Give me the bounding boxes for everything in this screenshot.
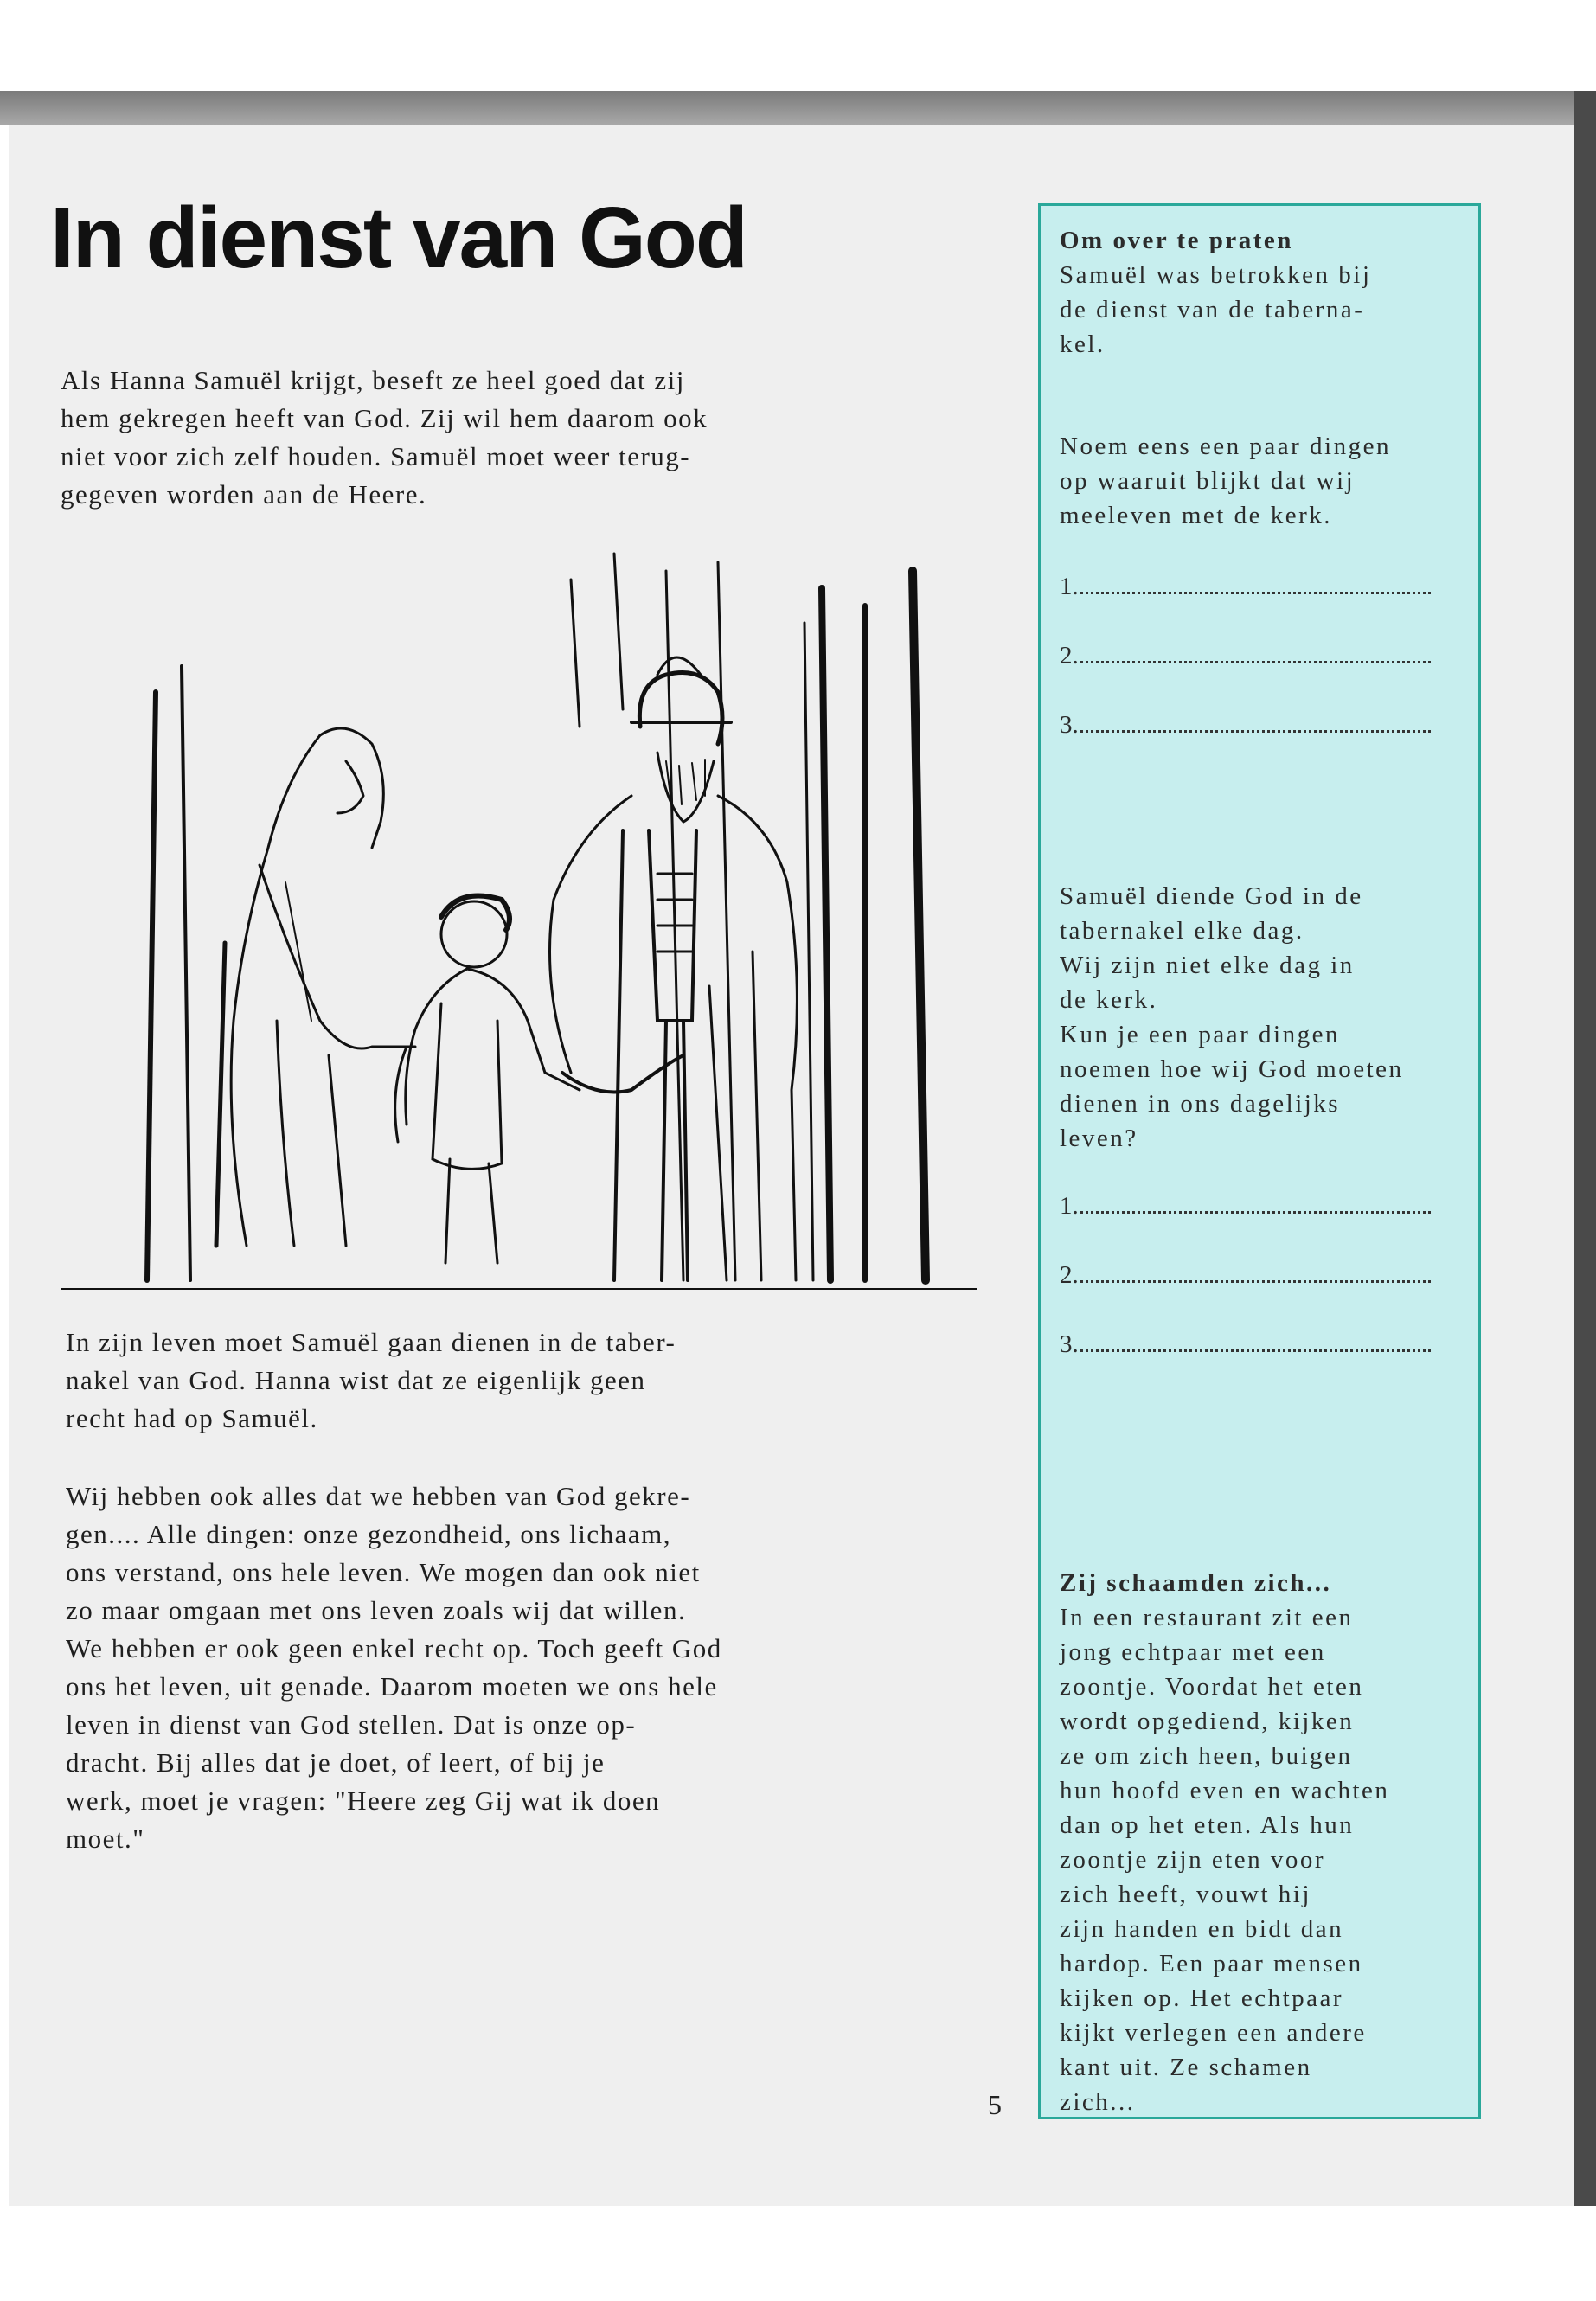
text-line: nakel van God. Hanna wist dat ze eigenlijk geen	[66, 1365, 646, 1395]
text-line: recht had op Samuël.	[66, 1403, 318, 1433]
scan-top-band	[0, 91, 1596, 125]
dotted-line	[1080, 640, 1431, 663]
text-line: ons verstand, ons hele leven. We mogen dan ook niet	[66, 1557, 701, 1587]
dotted-line	[1080, 571, 1431, 594]
text-line: zich heeft, vouwt hij	[1060, 1881, 1311, 1908]
text-line: tabernakel elke dag.	[1060, 917, 1304, 945]
text-line: gen.... Alle dingen: onze gezondheid, ons lichaam,	[66, 1519, 671, 1549]
text-line: Als Hanna Samuël krijgt, beseft ze heel goed dat zij	[61, 365, 685, 395]
text-line: dan op het eten. Als hun	[1060, 1811, 1355, 1839]
text-line: kel.	[1060, 330, 1106, 358]
text-line: hun hoofd even en wachten	[1060, 1777, 1390, 1804]
dotted-line	[1080, 1190, 1431, 1214]
list-number: 1.	[1060, 573, 1079, 600]
text-line: leven in dienst van God stellen. Dat is onze op-	[66, 1709, 637, 1740]
list-number: 3.	[1060, 711, 1079, 739]
text-line: gegeven worden aan de Heere.	[61, 479, 427, 510]
scan-right-edge	[1574, 91, 1596, 2206]
text-line: meeleven met de kerk.	[1060, 502, 1332, 529]
paragraph-three	[66, 1477, 722, 1858]
answer-line-1[interactable]	[1060, 571, 1431, 601]
dotted-line	[1080, 1259, 1431, 1283]
text-line: werk, moet je vragen: "Heere zeg Gij wat ik doen	[66, 1785, 661, 1816]
paragraph-two	[66, 1324, 676, 1438]
text-line: noemen hoe wij God moeten	[1060, 1055, 1404, 1083]
text-line: Noem eens een paar dingen	[1060, 433, 1391, 460]
sidebar-heading: Om over te praten	[1060, 227, 1293, 254]
sidebar-story	[1060, 1566, 1389, 2119]
answer-line-2[interactable]	[1060, 640, 1431, 670]
text-line: ons het leven, uit genade. Daarom moeten we ons hele	[66, 1671, 718, 1702]
text-line: Wij hebben ook alles dat we hebben van God gekre-	[66, 1481, 691, 1511]
text-line: hem gekregen heeft van God. Zij wil hem daarom ook	[61, 403, 708, 433]
text-line: moet."	[66, 1823, 145, 1854]
text-line: kijken op. Het echtpaar	[1060, 1984, 1344, 2012]
text-line: zich...	[1060, 2088, 1136, 2116]
text-line: de dienst van de taberna-	[1060, 296, 1365, 324]
sidebar-question-one	[1060, 429, 1391, 533]
discussion-sidebar	[1038, 203, 1481, 2119]
text-line: zoontje. Voordat het eten	[1060, 1673, 1364, 1701]
answer-line-4[interactable]	[1060, 1190, 1431, 1221]
answer-line-3[interactable]	[1060, 709, 1431, 740]
text-line: In zijn leven moet Samuël gaan dienen in de taber-	[66, 1327, 676, 1357]
text-line: niet voor zich zelf houden. Samuël moet weer terug-	[61, 441, 691, 471]
text-line: kant uit. Ze schamen	[1060, 2054, 1312, 2081]
text-line: hardop. Een paar mensen	[1060, 1950, 1363, 1977]
text-line: de kerk.	[1060, 986, 1158, 1014]
text-line: dracht. Bij alles dat je doet, of leert, of bij je	[66, 1747, 606, 1778]
sidebar-question-two	[1060, 879, 1404, 1156]
page-title: In dienst van God	[50, 189, 747, 286]
text-line: We hebben er ook geen enkel recht op. Toch geeft God	[66, 1633, 722, 1663]
dotted-line	[1080, 709, 1431, 733]
sidebar-heading: Zij schaamden zich...	[1060, 1569, 1332, 1597]
text-line: jong echtpaar met een	[1060, 1638, 1326, 1666]
list-number: 2.	[1060, 1261, 1079, 1289]
text-line: wordt opgediend, kijken	[1060, 1708, 1355, 1735]
answer-line-5[interactable]	[1060, 1259, 1431, 1290]
text-line: op waaruit blijkt dat wij	[1060, 467, 1356, 495]
text-line: dienen in ons dagelijks	[1060, 1090, 1341, 1118]
text-line: In een restaurant zit een	[1060, 1604, 1354, 1631]
intro-paragraph	[61, 362, 708, 514]
text-line: Kun je een paar dingen	[1060, 1021, 1340, 1048]
list-number: 1.	[1060, 1192, 1079, 1220]
dotted-line	[1080, 1329, 1431, 1352]
text-line: Samuël was betrokken bij	[1060, 261, 1372, 289]
text-line: kijkt verlegen een andere	[1060, 2019, 1367, 2047]
illustration-hanna-samuel-eli	[61, 536, 977, 1298]
list-number: 2.	[1060, 642, 1079, 670]
text-line: leven?	[1060, 1125, 1138, 1152]
text-line: zo maar omgaan met ons leven zoals wij dat willen.	[66, 1595, 687, 1625]
text-line: ze om zich heen, buigen	[1060, 1742, 1353, 1770]
list-number: 3.	[1060, 1330, 1079, 1358]
scan-bottom-margin	[0, 2206, 1596, 2301]
answer-line-6[interactable]	[1060, 1329, 1431, 1359]
text-line: zijn handen en bidt dan	[1060, 1915, 1344, 1943]
page-number: 5	[988, 2089, 1002, 2120]
sidebar-block-intro	[1060, 223, 1371, 362]
text-line: zoontje zijn eten voor	[1060, 1846, 1326, 1874]
text-line: Wij zijn niet elke dag in	[1060, 952, 1355, 979]
text-line: Samuël diende God in de	[1060, 882, 1363, 910]
